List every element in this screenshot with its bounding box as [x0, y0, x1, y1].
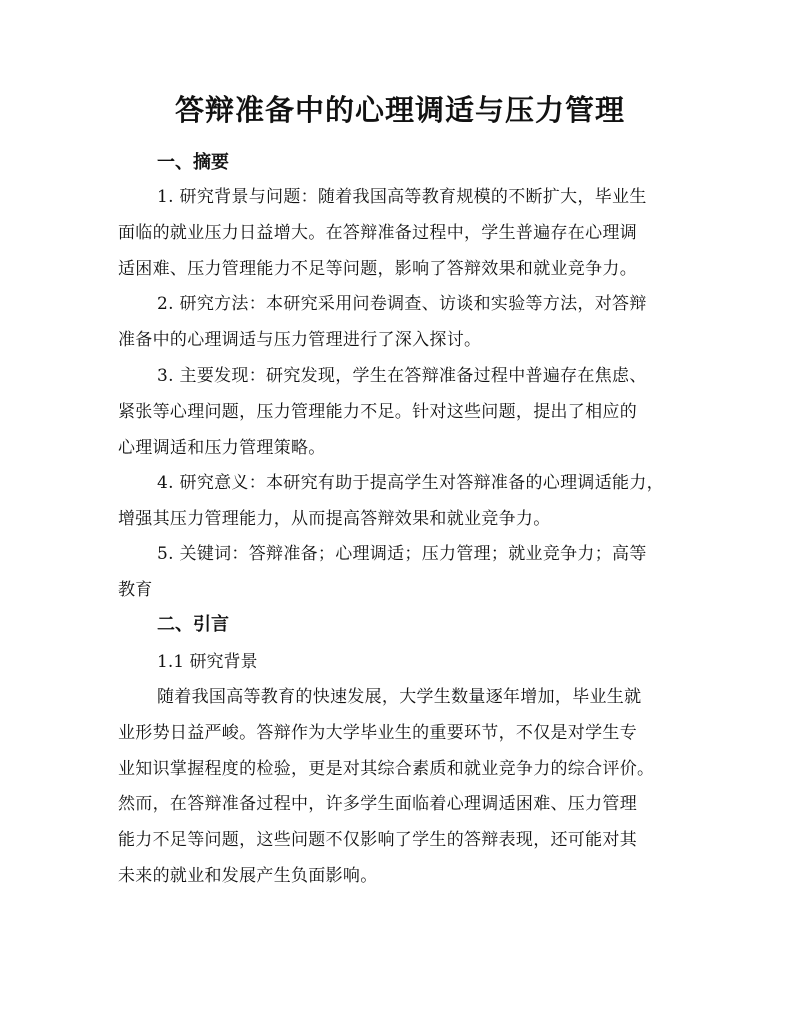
text-line: 心理调适和压力管理策略。: [118, 437, 326, 458]
text-line: 未来的就业和发展产生负面影响。: [118, 865, 378, 886]
text-line: 4. 研究意义：本研究有助于提高学生对答辩准备的心理调适能力，: [157, 473, 664, 493]
text-line: 增强其压力管理能力，从而提高答辩效果和就业竞争力。: [118, 508, 551, 529]
text-line: 2. 研究方法：本研究采用问卷调查、访谈和实验等方法，对答辩: [157, 294, 647, 314]
text-line: 业形势日益严峻。答辩作为大学毕业生的重要环节，不仅是对学生专: [118, 722, 637, 743]
text-line: 教育: [118, 579, 153, 600]
document-title: 答辩准备中的心理调适与压力管理: [174, 93, 625, 127]
background-paragraph: [118, 680, 688, 895]
text-line: 随着我国高等教育的快速发展，大学生数量逐年增加，毕业生就: [157, 687, 642, 707]
section-heading-introduction: 二、引言: [157, 614, 229, 635]
section-heading-abstract: 一、摘要: [157, 152, 229, 173]
subsection-heading-background: 1.1 研究背景: [157, 652, 258, 672]
text-line: 紧张等心理问题，压力管理能力不足。针对这些问题，提出了相应的: [118, 401, 637, 422]
text-line: 3. 主要发现：研究发现，学生在答辩准备过程中普遍存在焦虑、: [157, 366, 647, 386]
abstract-item-2: [118, 287, 688, 359]
abstract-item-1: [118, 180, 688, 287]
text-line: 能力不足等问题，这些问题不仅影响了学生的答辩表现，还可能对其: [118, 830, 637, 851]
text-line: 业知识掌握程度的检验，更是对其综合素质和就业竞争力的综合评价。: [118, 758, 655, 779]
text-line: 准备中的心理调适与压力管理进行了深入探讨。: [118, 329, 482, 350]
text-line: 然而，在答辩准备过程中，许多学生面临着心理调适困难、压力管理: [118, 794, 637, 815]
text-line: 适困难、压力管理能力不足等问题，影响了答辩效果和就业竞争力。: [118, 258, 637, 279]
abstract-item-3: [118, 359, 688, 466]
text-line: 1. 研究背景与问题：随着我国高等教育规模的不断扩大，毕业生: [157, 187, 647, 207]
text-line: 5. 关键词：答辩准备；心理调适；压力管理；就业竞争力；高等: [157, 544, 647, 564]
abstract-item-4: [118, 466, 688, 538]
abstract-item-5: [118, 537, 688, 609]
text-line: 面临的就业压力日益增大。在答辩准备过程中，学生普遍存在心理调: [118, 222, 637, 243]
